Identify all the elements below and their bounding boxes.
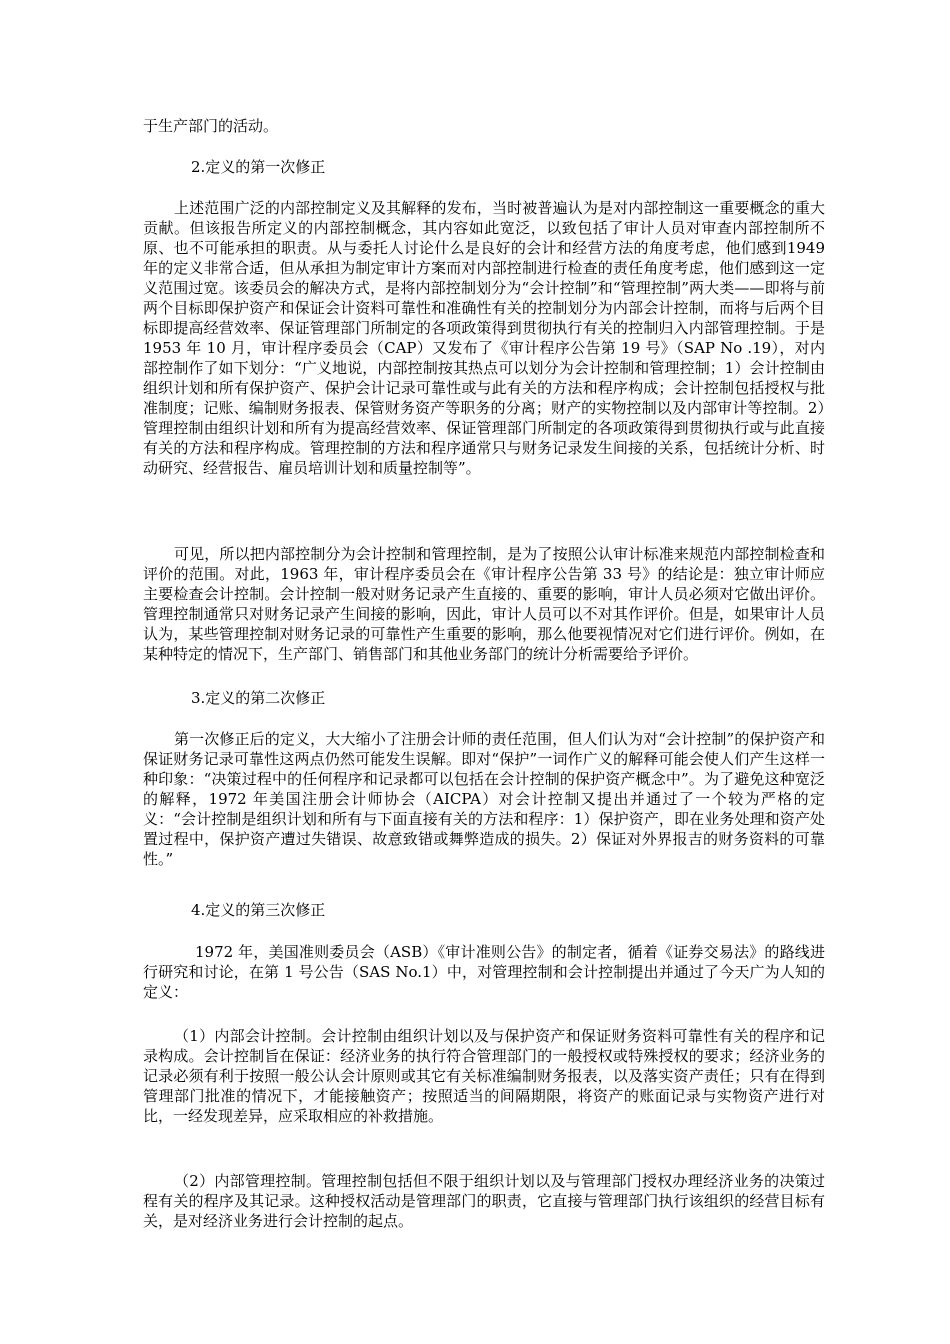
paragraph-first-revision: 上述范围广泛的内部控制定义及其解释的发布，当时被普遍认为是对内部控制这一重要概念的重大贡献。但该报告所定义的内部控制概念，其内容如此宽泛，以致包括了审计人员对审查内部控制所不原、也不可能承担的职责。从与委托人讨论什么是良好的会计和经营方法的角度考虑，他们感到1949年的定义非常合适，但从承担为制定审计方案而对内部控制进行检查的责任角度考虑，他们感到这一定义范围过宽。该委员会的解决方式，是将内部控制划分为“会计控制”和“管理控制”两大类——即将与前两个目标即保护资产和保证会计资料可靠性和准确性有关的控制划分为内部会计控制，而将与后两个目标即提高经营效率、保证管理部门所制定的各项政策得到贯彻执行有关的控制归入内部管理控制。于是 1953 年 10 月，审计程序委员会（CAP）又发布了《审计程序公告第 19 号》（SAP No .19），对内部控制作了如下划分：“广义地说，内部控制按其热点可以划分为会计控制和管理控制；1）会计控制由组织计划和所有保护资产、保护会计记录可靠性或与此有关的方法和程序构成；会计控制包括授权与批准制度；记账、编制财务报表、保管财务资产等职务的分离；财产的实物控制以及内部审计等控制。2）管理控制由组织计划和所有为提高经营效率、保证管理部门所制定的各项政策得到贯彻执行或与此直接有关的方法和程序构成。管理控制的方法和程序通常只与财务记录发生间接的关系，包括统计分析、时动研究、经营报告、雇员培训计划和质量控制等”。 (143, 199, 825, 477)
paragraph-third-revision: 1972 年，美国准则委员会（ASB）《审计准则公告》的制定者，循着《证券交易法》的路线进行研究和讨论，在第 1 号公告（SAS No.1）中，对管理控制和会计控制提出并通过了今天广为人知的定义： (143, 943, 825, 1001)
paragraph-continuation: 于生产部门的活动。 (143, 117, 279, 135)
section-heading-3: 3.定义的第二次修正 (191, 689, 326, 707)
paragraph-second-revision: 第一次修正后的定义，大大缩小了注册会计师的责任范围，但人们认为对“会计控制”的保护资产和保证财务记录可靠性这两点仍然可能发生误解。即对“保护”一词作广义的解释可能会使人们产生这样一种印象：“决策过程中的任何程序和记录都可以包括在会计控制的保护资产概念中”。为了避免这种宽泛的解释，1972 年美国注册会计师协会（AICPA）对会计控制又提出并通过了一个较为严格的定义：“会计控制是组织计划和所有与下面直接有关的方法和程序：1）保护资产，即在业务处理和资产处置过程中，保护资产遭过失错误、故意致错或舞弊造成的损失。2）保证对外界报吉的财务资料的可靠性。” (143, 730, 825, 868)
paragraph-management-control: （2）内部管理控制。管理控制包括但不限于组织计划以及与管理部门授权办理经济业务的决策过程有关的程序及其记录。这种授权活动是管理部门的职责，它直接与管理部门执行该组织的经营目标有关，是对经济业务进行会计控制的起点。 (143, 1172, 825, 1230)
paragraph-control-scope: 可见，所以把内部控制分为会计控制和管理控制，是为了按照公认审计标准来规范内部控制检查和评价的范围。对此，1963 年，审计程序委员会在《审计程序公告第 33 号》的结论是：独立审计师应主要检查会计控制。会计控制一般对财务记录产生直接的、重要的影响，审计人员必须对它做出评价。管理控制通常只对财务记录产生间接的影响，因此，审计人员可以不对其作评价。但是，如果审计人员认为，某些管理控制对财务记录的可靠性产生重要的影响，那么他要视情况对它们进行评价。例如，在某种特定的情况下，生产部门、销售部门和其他业务部门的统计分析需要给予评价。 (143, 545, 825, 663)
section-heading-2: 2.定义的第一次修正 (191, 158, 326, 176)
section-heading-4: 4.定义的第三次修正 (191, 901, 326, 919)
paragraph-accounting-control: （1）内部会计控制。会计控制由组织计划以及与保护资产和保证财务资料可靠性有关的程序和记录构成。会计控制旨在保证：经济业务的执行符合管理部门的一般授权或特殊授权的要求；经济业务的记录必须有利于按照一般公认会计原则或其它有关标准编制财务报表，以及落实资产责任；只有在得到管理部门批准的情况下，才能接触资产；按照适当的间隔期限，将资产的账面记录与实物资产进行对比，一经发现差异，应采取相应的补救措施。 (143, 1027, 825, 1125)
